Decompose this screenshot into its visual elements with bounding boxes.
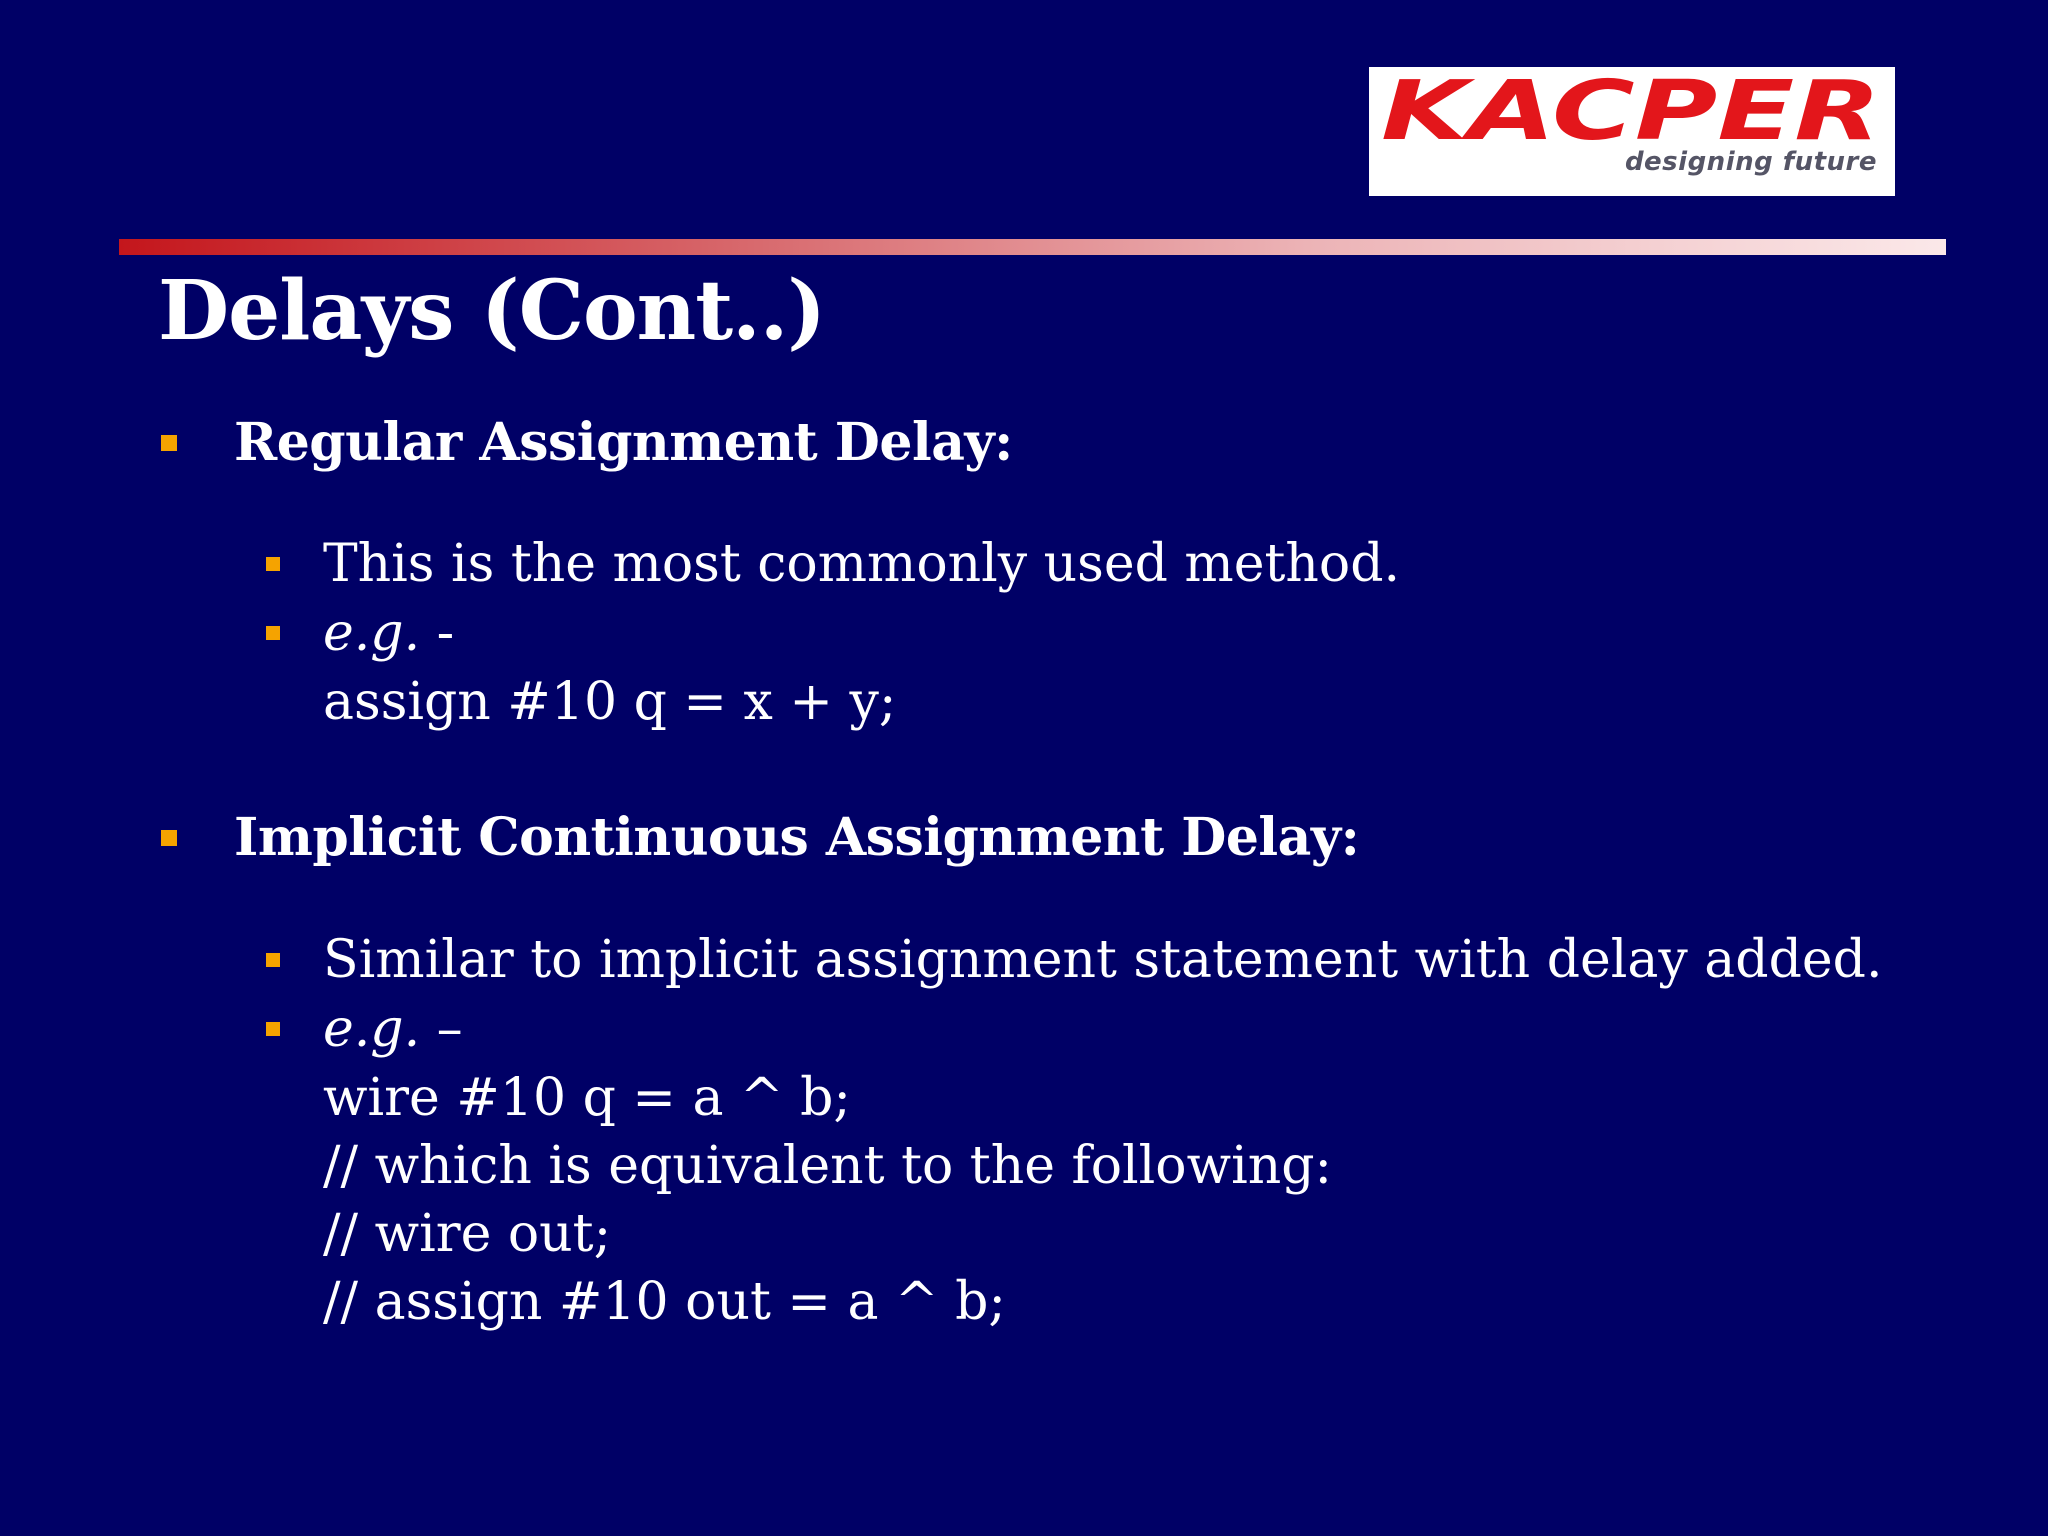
item-text: Similar to implicit assignment statement with delay added. — [323, 930, 1883, 990]
item-bullet-icon — [266, 557, 280, 571]
example-label-suffix: - — [420, 603, 455, 663]
kacper-wordmark — [1369, 67, 1895, 147]
item-bullet-icon — [266, 953, 280, 967]
code-line: assign #10 q = x + y; — [323, 672, 897, 732]
code-line: // which is equivalent to the following: — [323, 1136, 1333, 1196]
section-bullet-icon — [161, 830, 177, 846]
section-heading: Implicit Continuous Assignment Delay: — [234, 807, 1360, 868]
example-label-text: e.g. — [323, 603, 421, 663]
section-heading: Regular Assignment Delay: — [234, 412, 1013, 473]
title-divider — [119, 239, 1946, 255]
section-bullet-icon — [161, 435, 177, 451]
code-line: wire #10 q = a ^ b; — [323, 1068, 851, 1128]
item-bullet-icon — [266, 626, 280, 640]
kacper-wordmark-text: KACPER — [1381, 67, 1881, 147]
logo-tagline: designing future — [1624, 147, 1877, 177]
example-label-text: e.g. — [323, 999, 421, 1059]
slide-title: Delays (Cont..) — [158, 263, 826, 359]
code-line: // wire out; — [323, 1204, 612, 1264]
item-text: This is the most commonly used method. — [323, 534, 1401, 594]
example-label-suffix: – — [420, 999, 463, 1059]
example-label — [323, 995, 463, 1063]
item-bullet-icon — [266, 1022, 280, 1036]
kacper-logo — [1369, 67, 1895, 196]
code-line: // assign #10 out = a ^ b; — [323, 1272, 1006, 1332]
example-label — [323, 599, 454, 667]
